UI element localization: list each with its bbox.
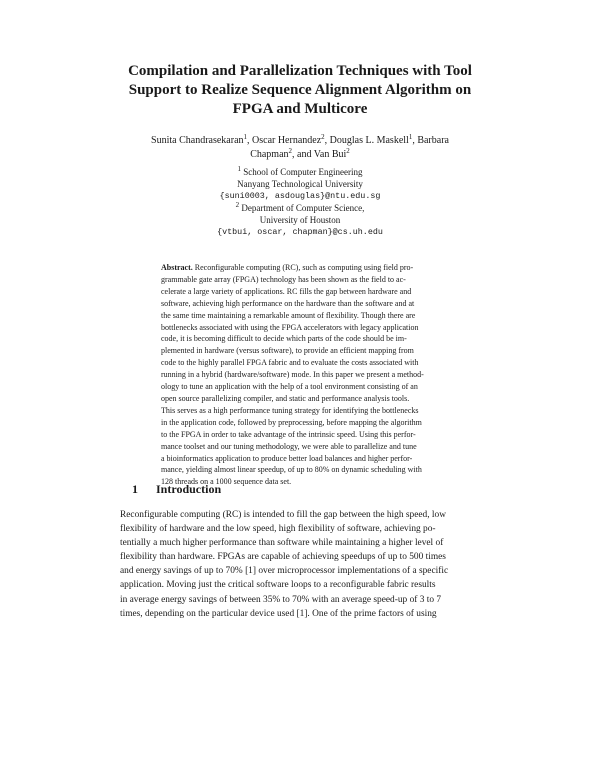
- abstract-line: the same time maintaining a remarkable amount of flexibility. Though there are: [161, 310, 416, 320]
- author-name: , Barbara: [412, 135, 449, 146]
- author-name: , and Van Bui: [292, 149, 347, 160]
- affiliation-email: {suni0003, asdouglas}@ntu.edu.sg: [219, 191, 381, 201]
- affiliation-marker: 1: [237, 165, 241, 173]
- author-name: Chapman: [250, 149, 289, 160]
- author-list: [120, 134, 480, 162]
- abstract-line: software, achieving high performance on the hardware than the software and at: [161, 298, 415, 308]
- section-number: 1: [132, 482, 138, 496]
- body-line: and energy savings of up to 70% [1] over microprocessor implementations of a specific: [120, 566, 449, 577]
- abstract-line: mance toolset and our tuning methodology, we were able to parallelize and tune: [161, 441, 417, 451]
- section-heading: [132, 482, 221, 497]
- author-line: [120, 134, 480, 148]
- title-line: Compilation and Parallelization Techniques with Tool: [128, 63, 472, 79]
- affiliation-marker: 2: [235, 201, 240, 209]
- affiliation-marker: 2: [321, 133, 325, 141]
- abstract-line: plemented in hardware (versus software), to provide an efficient mapping from: [161, 346, 414, 356]
- affiliation-marker: 1: [243, 133, 248, 141]
- affiliation-marker: 2: [346, 147, 350, 155]
- affiliations: [150, 166, 450, 238]
- title-line: FPGA and Multicore: [232, 101, 368, 117]
- body-line: flexibility than hardware. FPGAs are capable of achieving speedups of up to 500 times: [120, 552, 446, 563]
- abstract-line: code to the highly parallel FPGA fabric and to evaluate the costs associated with: [161, 358, 419, 368]
- abstract-label: Abstract.: [161, 263, 193, 272]
- author-name: Sunita Chandrasekaran: [151, 135, 244, 146]
- body-line: in average energy savings of between 35% to 70% with an average speed-up of 3 to 7: [120, 594, 442, 605]
- author-name: , Douglas L. Maskell: [324, 135, 409, 146]
- body-line: flexibility of hardware and the low speed, high flexibility of software, achieving po-: [120, 524, 436, 535]
- affiliation-line: University of Houston: [259, 215, 341, 225]
- paper-title: [120, 62, 480, 119]
- abstract-line: code, it is becoming difficult to decide which parts of the code should be im-: [161, 334, 407, 344]
- affiliation-marker: 1: [408, 133, 413, 141]
- body-line: times, depending on the particular device used [1]. One of the prime factors of using: [120, 608, 437, 619]
- author-line: [120, 148, 480, 162]
- abstract-line: open source parallelizing compiler, and static and performance analysis tools.: [161, 393, 410, 403]
- abstract-line: bottlenecks associated with using the FPGA accelerators with legacy application: [161, 322, 419, 332]
- affiliation-name: $^1$ School of Computer Engineering: [237, 165, 363, 177]
- author-name: , Oscar Hernandez: [247, 135, 322, 146]
- body-line: application. Moving just the critical software loops to a reconfigurable fabric results: [120, 580, 436, 591]
- body-line: Reconfigurable computing (RC) is intended to fill the gap between the high speed, low: [120, 510, 446, 520]
- affiliation-marker: 2: [288, 147, 293, 155]
- abstract-line: 128 threads on a 1000 sequence data set.: [161, 477, 292, 487]
- abstract-line: mance, yielding almost linear speedup, of up to 80% on dynamic scheduling with: [161, 465, 422, 475]
- abstract-line: a bioinformatics application to produce better load balances and higher perfor-: [161, 453, 413, 463]
- abstract-line: ology to tune an application with the help of a tool environment consisting of an: [161, 382, 418, 392]
- abstract-line: running in a hybrid (hardware/software) mode. In this paper we present a method-: [161, 370, 424, 380]
- body-paragraph: [120, 508, 480, 621]
- abstract-line: in the application code, followed by preprocessing, before mapping the algorithm: [161, 417, 422, 427]
- abstract-line: to the FPGA in order to take advantage of the intrinsic speed. Using this perfor-: [161, 429, 416, 439]
- section-title: Introduction: [156, 482, 222, 496]
- affiliation-name: $^2$ Department of Computer Science,: [235, 201, 365, 213]
- abstract: [161, 262, 444, 488]
- affiliation-email: {vtbui, oscar, chapman}@cs.uh.edu: [217, 227, 383, 237]
- abstract-line: grammable gate array (FPGA) technology has been shown as the field to ac-: [161, 274, 406, 284]
- title-line: Support to Realize Sequence Alignment Algorithm on: [128, 82, 472, 98]
- body-line: tentially a much higher performance than software while maintaining a higher level of: [120, 538, 444, 549]
- abstract-line: Abstract. Reconfigurable computing (RC), such as computing using field pro-: [161, 263, 414, 272]
- affiliation-line: Nanyang Technological University: [237, 179, 363, 189]
- abstract-line: This serves as a high performance tuning strategy for identifying the bottlenecks: [161, 405, 419, 415]
- abstract-line: celerate a large variety of applications. RC fills the gap between hardware and: [161, 286, 412, 296]
